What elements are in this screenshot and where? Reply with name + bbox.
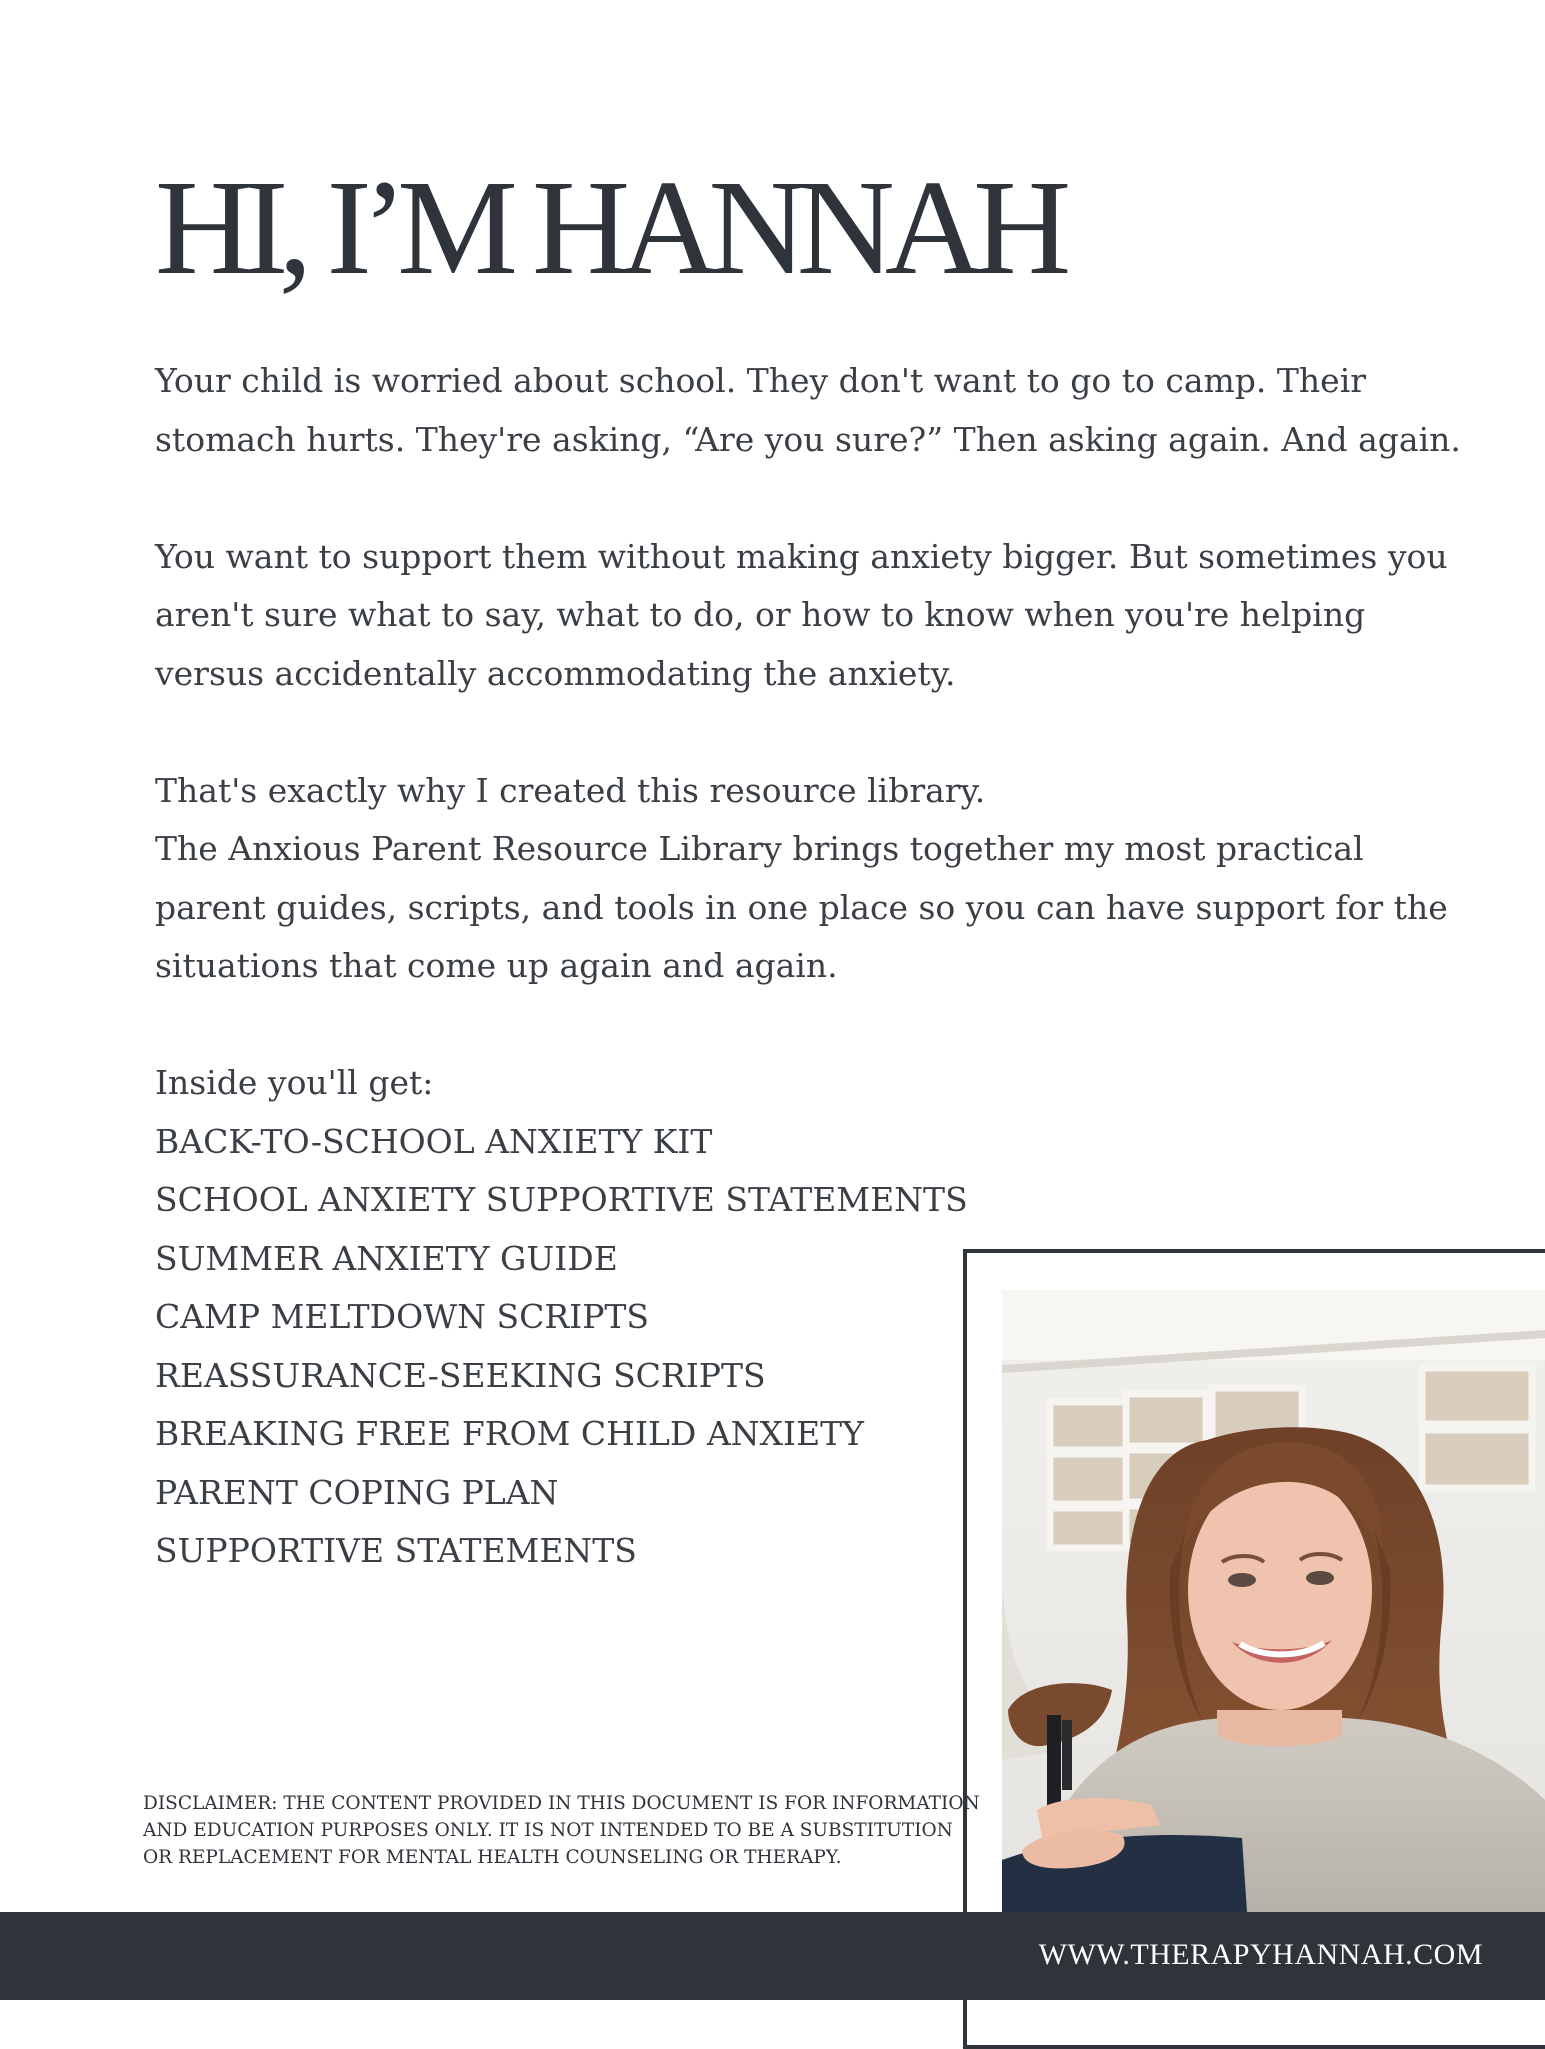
intro-paragraph-1 [155, 352, 1461, 469]
list-item: SUMMER ANXIETY GUIDE [155, 1238, 618, 1278]
disclaimer-line: OR REPLACEMENT FOR MENTAL HEALTH COUNSELING OR THERAPY. [143, 1847, 842, 1868]
intro-paragraph-2 [155, 528, 1448, 704]
disclaimer-line: DISCLAIMER: THE CONTENT PROVIDED IN THIS DOCUMENT IS FOR INFORMATION [143, 1793, 980, 1814]
list-item: BREAKING FREE FROM CHILD ANXIETY [155, 1414, 864, 1453]
list-item: CAMP MELTDOWN SCRIPTS [155, 1297, 650, 1336]
list-item: SCHOOL ANXIETY SUPPORTIVE STATEMENTS [155, 1180, 968, 1219]
text-line: The Anxious Parent Resource Library brings together my most practical [155, 829, 1364, 868]
text-line: versus accidentally accommodating the anxiety. [155, 653, 956, 693]
text-line: parent guides, scripts, and tools in one place so you can have support for the [155, 887, 1448, 927]
text-line: Your child is worried about school. They don't want to go to camp. Their [155, 361, 1367, 400]
website-link[interactable]: WWW.THERAPYHANNAH.COM [1038, 1938, 1483, 1971]
disclaimer-line: AND EDUCATION PURPOSES ONLY. IT IS NOT INTENDED TO BE A SUBSTITUTION [143, 1820, 953, 1841]
text-line: situations that come up again and again. [155, 946, 838, 985]
portrait-illustration [1002, 1290, 1545, 1912]
list-item: PARENT COPING PLAN [155, 1472, 559, 1512]
text-line: aren't sure what to say, what to do, or how to know when you're helping [155, 595, 1366, 634]
portrait-photo [1002, 1290, 1545, 1912]
inside-heading: Inside you'll get: [155, 1063, 434, 1102]
page-title: HI, I’M HANNAH [155, 153, 1062, 303]
list-item: BACK-TO-SCHOOL ANXIETY KIT [155, 1121, 713, 1161]
text-line: stomach hurts. They're asking, “Are you sure?” Then asking again. And again. [155, 419, 1461, 459]
footer-bar [0, 1912, 1545, 2000]
disclaimer [143, 1790, 980, 1871]
list-item: SUPPORTIVE STATEMENTS [155, 1531, 637, 1570]
text-line: That's exactly why I created this resource library. [155, 770, 986, 810]
list-item: REASSURANCE-SEEKING SCRIPTS [155, 1355, 766, 1395]
intro-paragraph-3 [155, 762, 1448, 996]
text-line: You want to support them without making anxiety bigger. But sometimes you [155, 536, 1448, 576]
